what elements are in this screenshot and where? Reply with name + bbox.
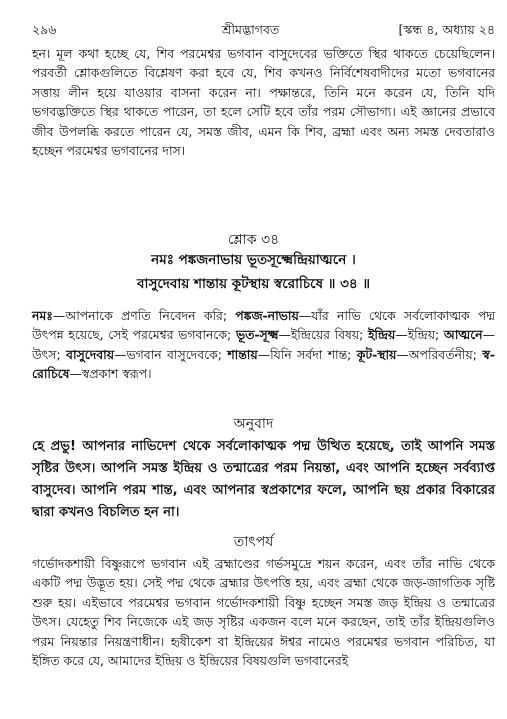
synonym-meaning: —অপরিবর্তনীয়; [396, 346, 483, 362]
synonym-meaning: —আপনাকে প্রণতি নিবেদন করি; [52, 308, 236, 323]
translation-paragraph: হে প্রভু! আপনার নাভিদেশ থেকে সর্বলোকাত্মক পদ্ম উত্থিত হয়েছে, তাই আপনি সমস্ত সৃষ্টির উৎস। আপনি সমস্ত ইন্দ্রিয় ও তন্মাত্রের পরম নিয়ন্তা, এবং আপনি হচ্ছেন সর্বব্যাপ্ত বাসুদেব। আপনি পরম শান্ত, এবং আপনার স্বপ্রকাশের ফলে, আপনি ছয় প্রকার বিকারের দ্বারা কখনও বিচলিত হন না। [32, 439, 495, 520]
synonym-word: ইন্দ্রিয় [367, 327, 396, 343]
verse-heading: শ্লোক ৩৪ [227, 232, 280, 248]
synonym-meaning: —যাঁর নাভি থেকে সর্বলোকাত্মক পদ্ম উৎপন্ন হয়েছে, সেই পরমেশ্বর ভগবানকে; [32, 308, 495, 343]
intro-paragraph: হন। মূল কথা হচ্ছে যে, শিব পরমেশ্বর ভগবান বাসুদেবের ভক্তিতে স্থির থাকতে চেয়েছিলেন। পরবর্তী শ্লোকগুলিতে বিশ্লেষণ করা হবে যে, শিব কখনও নির্বিশেষবাদীদের মতো ভগবানের সত্তায় লীন হয়ে যাওয়ার বাসনা করেন না। পক্ষান্তরে, তিনি মনে করেন যে, তিনি যদি ভগবদ্ভক্তিতে স্থির থাকতে পারেন, তা হলে সেটি হবে তাঁর পরম সৌভাগ্য। এই জ্ঞানের প্রভাবে জীব উপলব্ধি করতে পারেন যে, সমস্ত জীব, এমন কি শিব, ব্রহ্মা এবং অন্য সমস্ত দেবতারাও হচ্ছেন পরমেশ্বর ভগবানের দাস। [32, 46, 495, 159]
synonym-word: আত্মনে [443, 327, 483, 343]
synonym-word: কূট-স্থায় [356, 346, 397, 362]
purport-heading: তাৎপর্য [233, 534, 274, 550]
synonym-meaning: —স্বপ্রকাশ স্বরূপ। [69, 366, 152, 382]
verse-line-1: নমঃ পঙ্কজনাভায় ভূতসূক্ষ্মেন্দ্রিয়াত্মনে । [151, 252, 356, 268]
synonym-word: পঙ্কজ-নাভায় [235, 308, 299, 323]
synonym-word: শান্তায় [227, 346, 258, 362]
synonym-word: ভূত-সূক্ষ্ম [235, 327, 279, 343]
synonym-meaning: —ইন্দ্রিয়; [395, 327, 444, 343]
verse-line-2: বাসুদেবায় শান্তায় কূটস্থায় স্বরোচিষে ॥ ৩৪ ॥ [137, 276, 370, 292]
synonym-word: স্ব-রোচিষে [32, 346, 495, 382]
purport-paragraph: গর্ভোদকশায়ী বিষ্ণুরূপে ভগবান এই ব্রহ্মাণ্ডের গর্ভসমুদ্রে শয়ন করেন, এবং তাঁর নাভি থেকে একটি পদ্ম উদ্ভূত হয়। সেই পদ্ম থেকে ব্রহ্মার উৎপত্তি হয়, এবং ব্রহ্মা থেকে জড়-জাগতিক সৃষ্টি শুরু হয়। এইভাবে পরমেশ্বর ভগবান গর্ভোদকশায়ী বিষ্ণু হচ্ছেন সমস্ত জড় ইন্দ্রিয় ও তন্মাত্রের উৎস। যেহেতু শিব নিজেকে এই জড় সৃষ্টির একজন বলে মনে করছেন, তাই তাঁর ইন্দ্রিয়গুলিও পরম নিয়ন্তার নিয়ন্ত্রণাধীন। হৃষীকেশ বা ইন্দ্রিয়ের ঈশ্বর নামেও পরমেশ্বর ভগবান পরিচিত, যা ইঙ্গিত করে যে, আমাদের ইন্দ্রিয় ও ইন্দ্রিয়ের বিষয়গুলি ভগবানেরই [32, 556, 495, 669]
synonym-meaning: —উৎস; [32, 327, 495, 362]
page-number: ২৯৬ [32, 22, 57, 37]
synonym-meaning: —ইন্দ্রিয়ের বিষয়; [278, 327, 368, 343]
synonym-meaning: —যিনি সর্বদা শান্ত; [257, 346, 357, 362]
synonym-word: বাসুদেবায় [66, 346, 114, 362]
book-title: শ্রীমদ্ভাগবত [222, 22, 280, 37]
page-header [32, 22, 495, 40]
synonyms-paragraph [32, 306, 495, 384]
synonym-word: নমঃ [32, 308, 53, 323]
translation-heading: অনুবাদ [233, 416, 274, 432]
section-label: [স্কন্ধ ৪, অধ্যায় ২৪ [398, 22, 495, 37]
synonym-meaning: —ভগবান বাসুদেবকে; [114, 346, 228, 362]
